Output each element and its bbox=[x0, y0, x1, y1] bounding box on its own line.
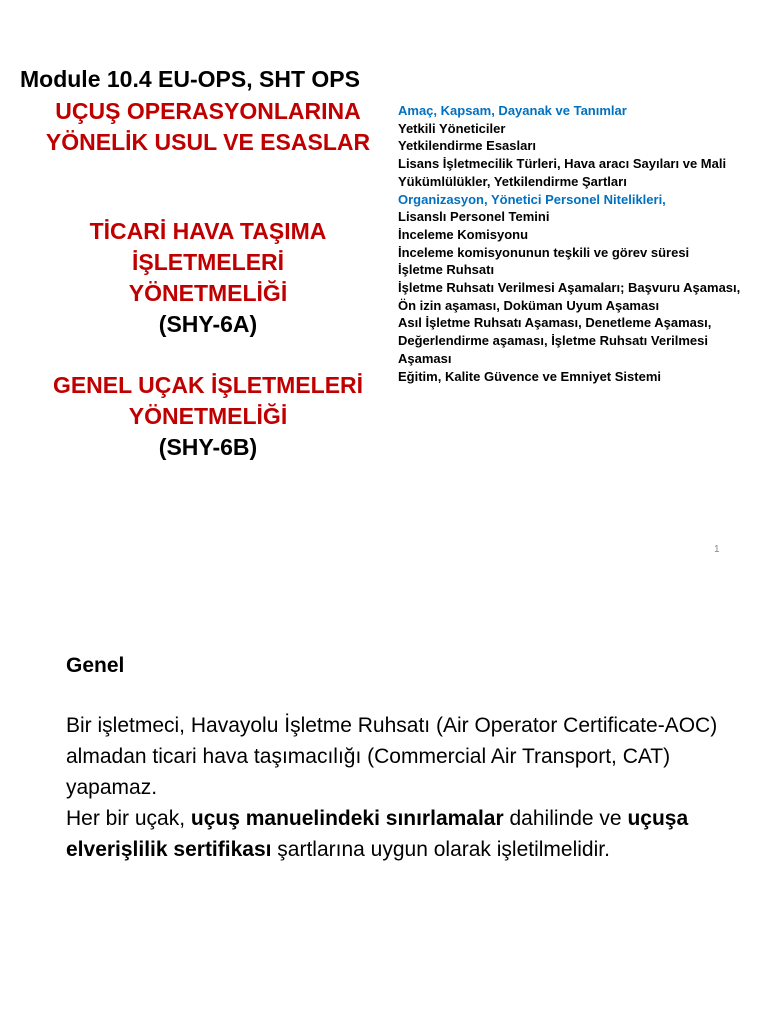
toc-item: Eğitim, Kalite Güvence ve Emniyet Sistemi bbox=[398, 368, 661, 384]
toc-item: Lisanslı Personel Temini bbox=[398, 209, 550, 225]
table-of-contents bbox=[398, 102, 760, 385]
toc-item: İşletme Ruhsatı bbox=[398, 262, 495, 278]
regulation-b bbox=[8, 370, 408, 463]
toc-item: Amaç, Kapsam, Dayanak ve Tanımlar bbox=[398, 103, 627, 118]
toc-item: İnceleme Komisyonu bbox=[398, 226, 529, 242]
page-number: 1 bbox=[714, 544, 720, 555]
regulation-a-line-3: YÖNETMELİĞİ bbox=[128, 280, 288, 306]
paragraph-2 bbox=[66, 803, 746, 865]
module-title: Module 10.4 EU-OPS, SHT OPS bbox=[20, 66, 360, 92]
toc-item: Organizasyon, Yönetici Personel Nitelikleri, bbox=[398, 191, 666, 207]
regulation-b-line-1: GENEL UÇAK İŞLETMELERİ bbox=[52, 372, 364, 398]
regulation-b-code: (SHY-6B) bbox=[158, 434, 258, 460]
body-text bbox=[66, 710, 746, 865]
paragraph-2-text-1: Her bir uçak, bbox=[66, 807, 191, 830]
main-title bbox=[8, 96, 408, 158]
toc-item: İşletme Ruhsatı Verilmesi Aşamaları; Başvuru Aşaması, Ön izin aşaması, Doküman Uyum Aşaması bbox=[398, 280, 741, 313]
toc-item: İnceleme komisyonunun teşkili ve görev süresi bbox=[398, 244, 690, 260]
regulation-a-line-2: İŞLETMELERİ bbox=[131, 249, 285, 275]
toc-item: Lisans İşletmecilik Türleri, Hava aracı Sayıları ve Mali Yükümlülükler, Yetkilendirme Şartları bbox=[398, 156, 727, 189]
paragraph-2-text-2: dahilinde ve bbox=[503, 807, 628, 830]
paragraph-2-text-3: şartlarına uygun olarak işletilmelidir. bbox=[271, 838, 610, 861]
emphasis-flight-manual-limits: uçuş manuelindeki sınırlamalar bbox=[190, 807, 504, 830]
toc-item: Yetkilendirme Esasları bbox=[398, 138, 537, 154]
paragraph-1: Bir işletmeci, Havayolu İşletme Ruhsatı (Air Operator Certificate-AOC) almadan ticari hava taşımacılığı (Commercial Air Transport, CAT) yapamaz. bbox=[66, 714, 718, 799]
section-heading: Genel bbox=[66, 654, 125, 677]
regulation-a bbox=[8, 216, 408, 340]
regulation-b-line-2: YÖNETMELİĞİ bbox=[128, 403, 288, 429]
slide-2 bbox=[0, 600, 768, 1024]
regulation-a-code: (SHY-6A) bbox=[158, 311, 258, 337]
emphasis-airworthiness-certificate: uçuşa elverişlilik sertifikası bbox=[66, 807, 689, 861]
toc-item: Asıl İşletme Ruhsatı Aşaması, Denetleme Aşaması, Değerlendirme aşaması, İşletme Ruhsatı Verilmesi Aşaması bbox=[398, 315, 712, 366]
regulation-a-line-1: TİCARİ HAVA TAŞIMA bbox=[89, 218, 327, 244]
main-title-line-1: UÇUŞ OPERASYONLARINA bbox=[55, 98, 361, 124]
toc-item: Yetkili Yöneticiler bbox=[398, 120, 506, 136]
main-title-line-2: YÖNELİK USUL VE ESASLAR bbox=[45, 129, 371, 155]
